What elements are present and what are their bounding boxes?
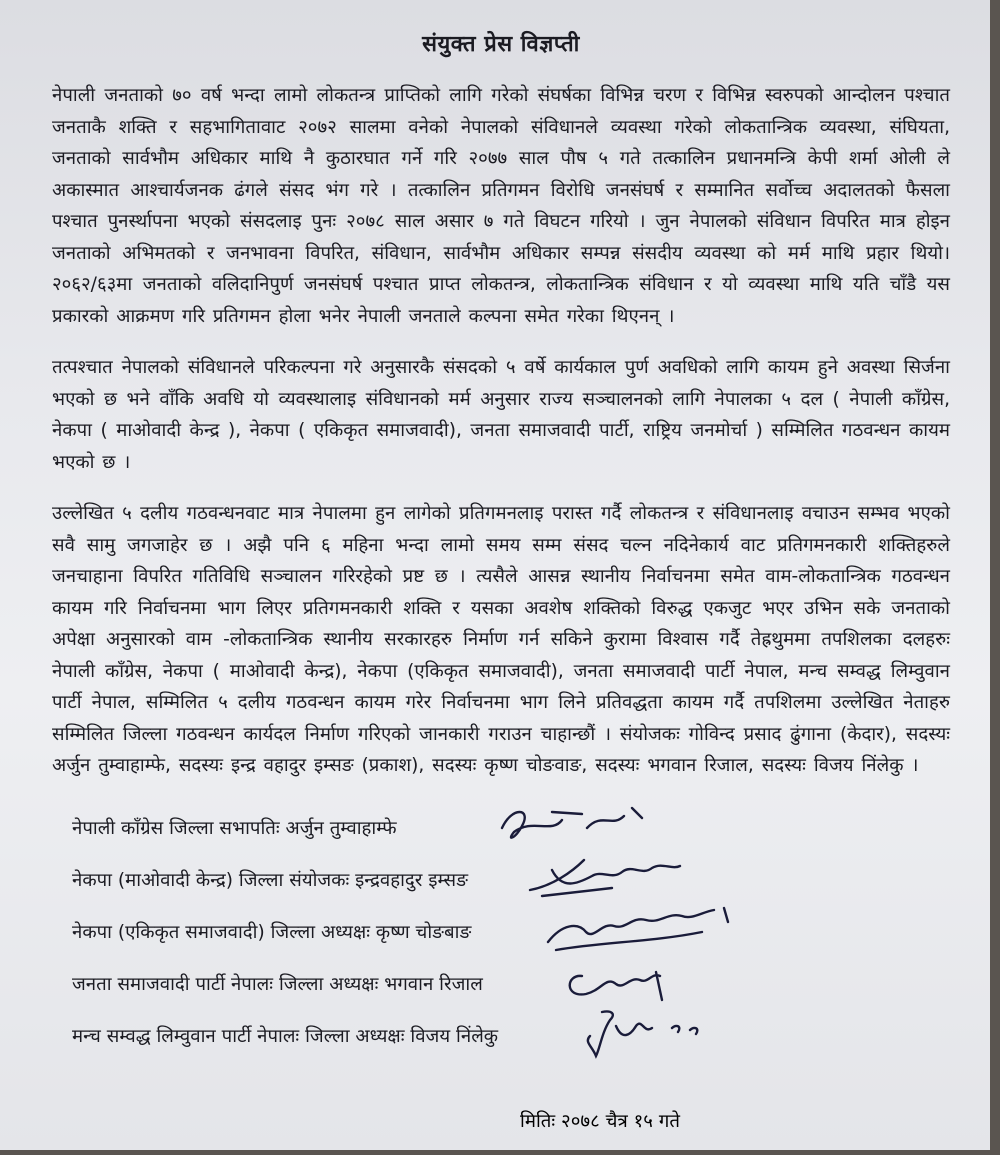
date-line [0, 1108, 1000, 1133]
signatory-label: जनता समाजवादी पार्टी नेपालः जिल्ला अध्यक्षः भगवान रिजाल [72, 974, 483, 995]
signatory-row [52, 958, 950, 1010]
signature-1-image [492, 798, 662, 854]
signatory-row [52, 802, 950, 854]
paragraph-3: उल्लेखित ५ दलीय गठवन्धनवाट मात्र नेपालमा हुन लागेको प्रतिगमनलाइ परास्त गर्दै लोकतन्त्र र संविधानलाइ वचाउन सम्भव भएको सवै सामु जगजाहेर छ । अझै पनि ६ महिना भन्दा लामो समय सम्म संसद चल्न नदिनेकार्य वाट प्रतिगमनकारी शक्तिहरुले जनचाहाना विपरित गतिविधि सञ्चालन गरिरहेको प्रष्ट छ । त्यसैले आसन्न स्थानीय निर्वाचनमा समेत वाम-लोकतान्त्रिक गठवन्धन कायम गरि निर्वाचनमा भाग लिएर प्रतिगमनकारी शक्ति र यसका अवशेष शक्तिको विरुद्ध एकजुट भएर उभिन सके जनताको अपेक्षा अनुसारको वाम -लोकतान्त्रिक स्थानीय सरकारहरु निर्माण गर्न सकिने कुरामा विश्वास गर्दै तेह्रथुममा तपशिलका दलहरुः नेपाली काँग्रेस, नेकपा ( माओवादी केन्द्र), नेकपा (एकिकृत समाजवादी), जनता समाजवादी पार्टी नेपाल, मन्च सम्वद्ध लिम्वुवान पार्टी नेपाल, सम्मिलित ५ दलीय गठवन्धन कायम गरेर निर्वाचनमा भाग लिने प्रतिवद्धता कायम गर्दै तपशिलमा उल्लेखित नेताहरु सम्मिलित जिल्ला गठवन्धन कार्यदल निर्माण गरिएको जानकारी गराउन चाहान्छौं । संयोजकः गोविन्द प्रसाद ढुंगाना (केदार), सदस्यः अर्जुन तुम्वाहाम्फे, सदस्यः इन्द्र वहादुर इम्सङ (प्रकाश), सदस्यः कृष्ण चोङवाङ, सदस्यः भगवान रिजाल, सदस्यः विजय निंलेकु । [52, 503, 950, 776]
signatory-list [52, 802, 950, 1062]
signatory-label: नेकपा (माओवादी केन्द्र) जिल्ला संयोजकः इन्द्रवहादुर इम्सङ [72, 870, 468, 891]
signatory-row [52, 906, 950, 958]
signature-3-image [542, 902, 742, 958]
paragraph-2: तत्पश्चात नेपालको संविधानले परिकल्पना गरे अनुसारकै संसदको ५ वर्षे कार्यकाल पुर्ण अवधिको लागि कायम हुने अवस्था सिर्जना भएको छ भने वाँकि अवधि यो व्यवस्थालाइ संविधानको मर्म अनुसार राज्य सञ्चालनको लागि नेपालका ५ दल ( नेपाली काँग्रेस, नेकपा ( माओवादी केन्द्र ), नेकपा ( एकिकृत समाजवादी), जनता समाजवादी पार्टी, राष्ट्रिय जनमोर्चा ) सम्मिलित गठवन्धन कायम भएको छ । [52, 357, 950, 473]
signature-4-image [552, 954, 672, 1010]
signature-5-image [572, 1006, 722, 1062]
document-title: संयुक्त प्रेस विज्ञप्ती [422, 32, 580, 57]
signature-2-image [522, 850, 692, 906]
signatory-label: नेकपा (एकिकृत समाजवादी) जिल्ला अध्यक्षः कृष्ण चोङबाङ [72, 922, 472, 943]
signatory-row [52, 1010, 950, 1062]
signatory-label: नेपाली काँग्रेस जिल्ला सभापतिः अर्जुन तुम्वाहाम्फे [72, 818, 397, 839]
signatory-row [52, 854, 950, 906]
paragraph-1: नेपाली जनताको ७० वर्ष भन्दा लामो लोकतन्त्र प्राप्तिको लागि गरेको संघर्षका विभिन्न चरण र विभिन्न स्वरुपको आन्दोलन पश्चात जनताकै शक्ति र सहभागितावाट २०७२ सालमा वनेको नेपालको संविधानले व्यवस्था गरेको लोकतान्त्रिक व्यवस्था, संघियता, जनताको सार्वभौम अधिकार माथि नै कुठारघात गर्ने गरि २०७७ साल पौष ५ गते तत्कालिन प्रधानमन्त्रि केपी शर्मा ओली ले अकास्मात आश्चार्यजनक ढंगले संसद भंग गरे । तत्कालिन प्रतिगमन विरोधि जनसंघर्ष र सम्मानित सर्वोच्च अदालतको फैसला पश्चात पुनर्स्थापना भएको संसदलाइ पुनः २०७८ साल असार ७ गते विघटन गरियो । जुन नेपालको संविधान विपरित मात्र होइन जनताको अभिमतको र जनभावना विपरित, संविधान, सार्वभौम अधिकार सम्पन्न संसदीय व्यवस्था को मर्म माथि प्रहार थियो। २०६२/६३मा जनताको वलिदानिपुर्ण जनसंघर्ष पश्चात प्राप्त लोकतन्त्र, लोकतान्त्रिक संविधान र यो व्यवस्था माथि यति चाँडै यस प्रकारको आक्रमण गरि प्रतिगमन होला भनेर नेपाली जनताले कल्पना समेत गरेका थिएनन् । [52, 85, 950, 327]
signatory-label: मन्च सम्वद्ध लिम्वुवान पार्टी नेपालः जिल्ला अध्यक्षः विजय निंलेकु [72, 1026, 499, 1047]
document-date: मितिः २०७८ चैत्र १५ गते [520, 1111, 680, 1132]
